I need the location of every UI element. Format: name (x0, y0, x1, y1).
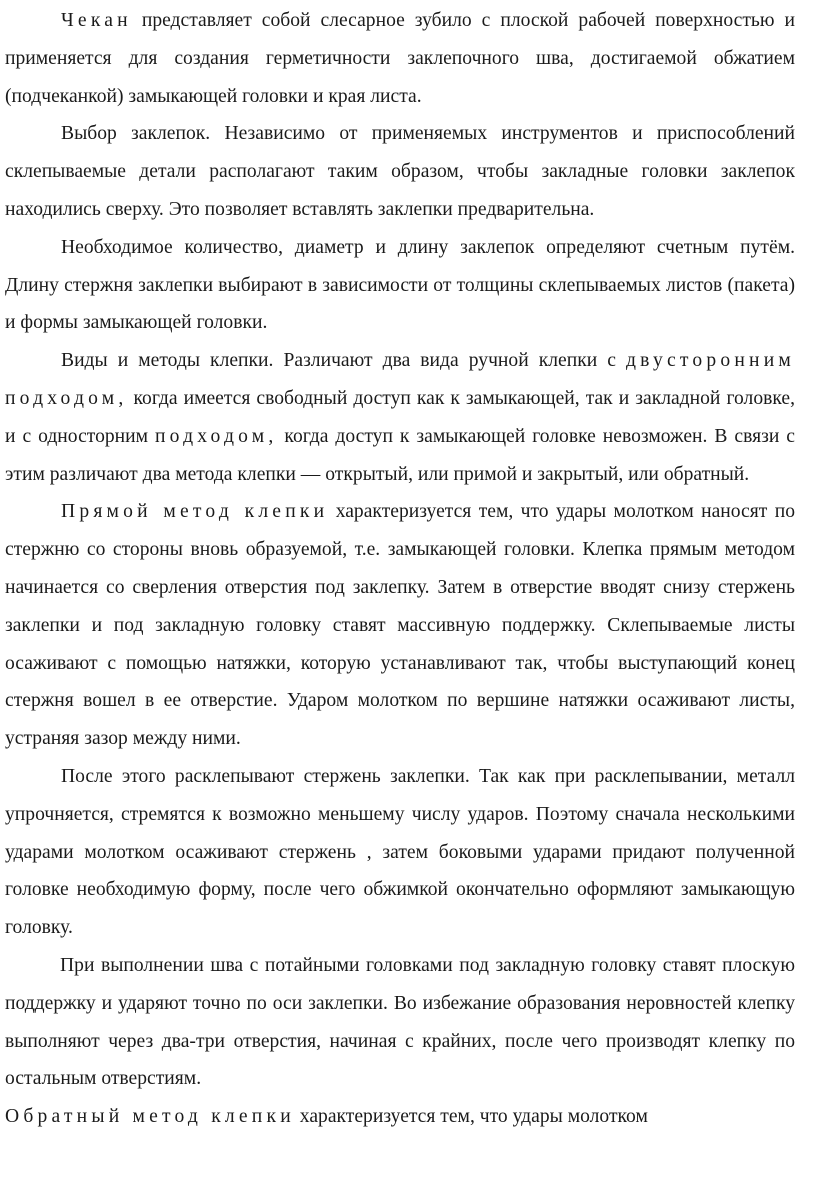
paragraph-text: представляет собой слесарное зубило с плоской рабочей поверхностью и применяется для создания герметичности заклепочного шва, достигаемой обжатием (подчеканкой) замыкающей головки и края листа. (5, 10, 795, 107)
paragraph-after-this: После этого расклепывают стержень заклепки. Так как при расклепывании, металл упрочняется, стремятся к возможно меньшему числу ударов. Поэтому сначала несколькими ударами молотком осаживают стержень , затем боковыми ударами придают полученной головке необходимую форму, после чего обжимкой окончательно оформляют замыкающую головку. (5, 765, 795, 939)
term-reverse-method: Обратный метод клепки (5, 1106, 295, 1128)
paragraph-direct-method (5, 493, 795, 758)
paragraph-text: Виды и методы клепки. Различают два вида ручной клепки с (61, 350, 626, 372)
paragraph-countersunk: При выполнении шва с потайными головками под закладную головку ставят плоскую поддержку и ударяют точно по оси заклепки. Во избежание образования неровностей клепку выполняют через два-три отверстия, начиная с крайних, после чего производят клепку по остальным отверстиям. (5, 954, 795, 1090)
paragraph-text: когда доступ к замыкающей головке невозможен. В связи с этим различают два метода клепки — открытый, или примой и закрытый, или обратный. (5, 425, 795, 485)
term-direct-method: Прямой метод клепки (61, 501, 329, 523)
term-access: подходом, (155, 425, 278, 447)
paragraph-text: характеризуется тем, что удары молотком (294, 1106, 648, 1128)
paragraph-riveting-types (5, 342, 795, 493)
document-page (5, 2, 795, 1136)
paragraph-reverse-method (5, 1098, 795, 1136)
term-two-sided-access: двусторонним подходом, (5, 350, 795, 409)
paragraph-text: когда имеется свободный доступ как к замыкающей, так и закладной головке, и с односторним (5, 387, 795, 447)
term-chekan: Чекан (61, 10, 132, 31)
paragraph-rivet-selection: Выбор заклепок. Независимо от применяемых инструментов и приспособлений склепываемые детали располагают таким образом, чтобы закладные головки заклепок находились сверху. Это позволяет вставлять заклепки предварительна. (5, 123, 795, 220)
paragraph-rivet-quantity: Необходимое количество, диаметр и длину заклепок определяют счетным путём. Длину стержня заклепки выбирают в зависимости от толщины склепываемых листов (пакета) и формы замыкающей головки. (5, 236, 795, 334)
paragraph-chekan (5, 2, 795, 115)
paragraph-text: характеризуется тем, что удары молотком наносят по стержню со стороны вновь образуемой, т.е. замыкающей головки. Клепка прямым методом начинается со сверления отверстия под заклепку. Затем в отверстие вводят снизу стержень заклепки и под закладную головку ставят массивную поддержку. Склепываемые листы осаживают с помощью натяжки, которую устанавливают так, чтобы выступающий конец стержня вошел в ее отверстие. Ударом молотком по вершине натяжки осаживают листы, устраняя зазор между ними. (5, 501, 795, 750)
